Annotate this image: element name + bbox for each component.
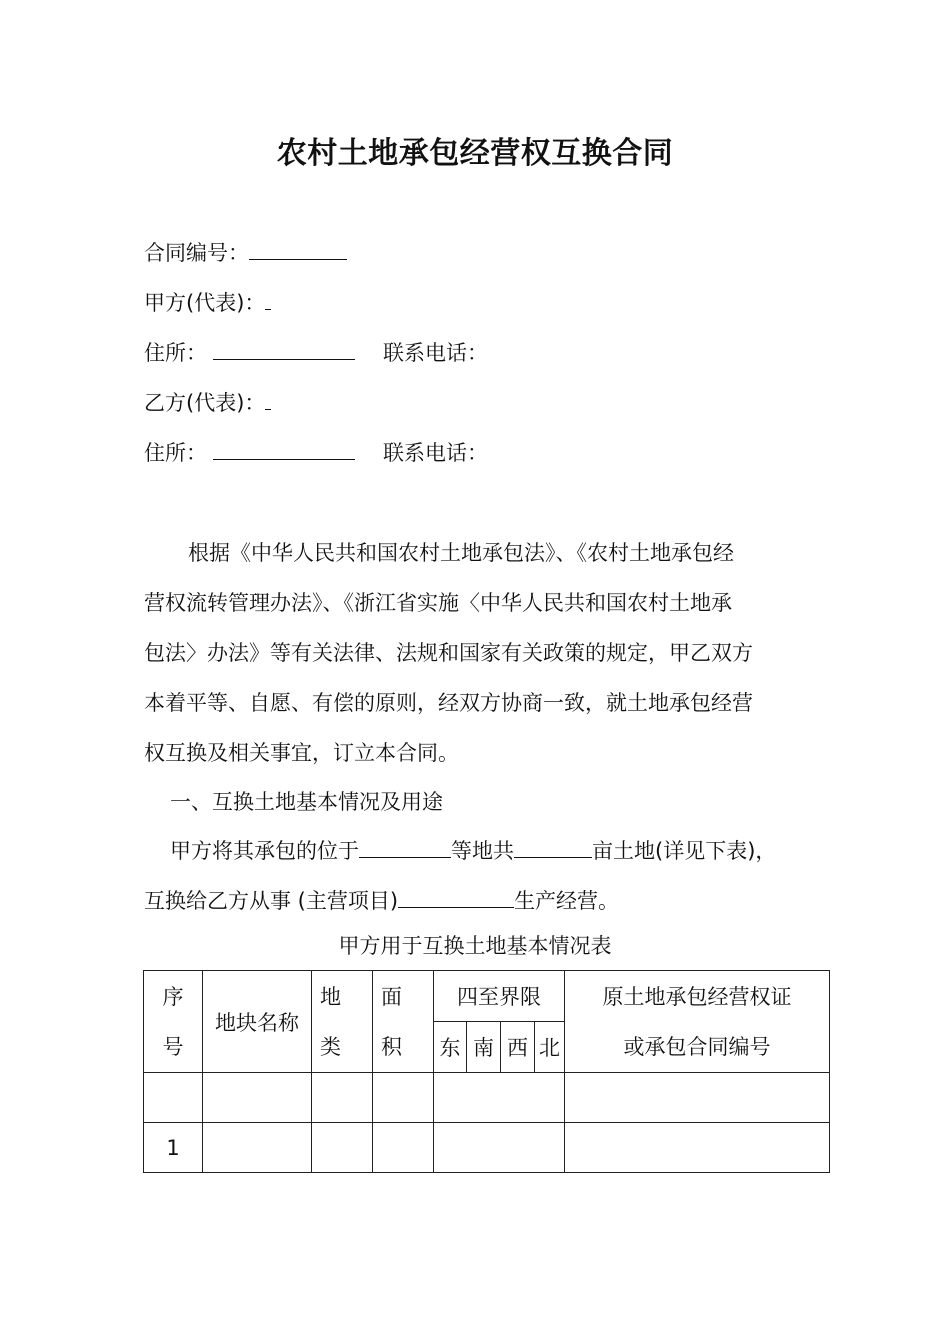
address-label-b: 住所： (144, 441, 207, 465)
contract-number-label: 合同编号： (144, 241, 249, 265)
clause-text: 亩土地(详见下表)， (592, 839, 777, 863)
cell-plot-name[interactable] (203, 1123, 312, 1173)
intro-line: 营权流转管理办法》、《浙江省实施〈中华人民共和国农村土地承 (144, 591, 732, 615)
header-land-type: 地 类 (312, 971, 373, 1073)
party-b-line (144, 387, 271, 417)
cell-original-certificate[interactable] (565, 1123, 830, 1173)
cell-land-type[interactable] (312, 1073, 373, 1123)
phone-label-a: 联系电话： (383, 341, 488, 365)
party-b-label: 乙方(代表)： (144, 391, 266, 415)
clause-text: 互换给乙方从事 (主营项目) (144, 889, 399, 913)
intro-line: 根据《中华人民共和国农村土地承包法》、《农村土地承包经 (188, 541, 734, 565)
location-blank[interactable] (359, 839, 451, 858)
party-a-address-line (144, 337, 488, 367)
cell-original-certificate[interactable] (565, 1073, 830, 1123)
cell-boundaries[interactable] (434, 1123, 565, 1173)
header-south: 南 (467, 1022, 501, 1073)
header-area: 面 积 (373, 971, 434, 1073)
intro-line: 权互换及相关事宜，订立本合同。 (144, 741, 459, 765)
header-seq: 序 号 (144, 971, 203, 1073)
header-plot-name: 地块名称 (203, 971, 312, 1073)
phone-label-b: 联系电话： (383, 441, 488, 465)
intro-line: 包法〉办法》等有关法律、法规和国家有关政策的规定，甲乙双方 (144, 641, 753, 665)
party-a-line (144, 287, 271, 317)
party-b-address-line (144, 437, 488, 467)
cell-area[interactable] (373, 1073, 434, 1123)
section1-heading: 一、互换土地基本情况及用途 (170, 790, 443, 814)
intro-line: 本着平等、自愿、有偿的原则，经双方协商一致，就土地承包经营 (144, 691, 753, 715)
party-a-label: 甲方(代表)： (144, 291, 266, 315)
clause-text: 甲方将其承包的位于 (170, 839, 359, 863)
clause-line-1 (170, 835, 776, 865)
contract-number-line (144, 237, 347, 267)
header-west: 西 (501, 1022, 535, 1073)
contract-number-blank[interactable] (249, 241, 347, 260)
address-blank-b[interactable] (213, 441, 355, 460)
cell-area[interactable] (373, 1123, 434, 1173)
clause-text: 生产经营。 (514, 889, 620, 913)
clause-line-2 (144, 885, 619, 915)
address-blank-a[interactable] (213, 341, 355, 360)
clause-text: 等地共 (451, 839, 514, 863)
acreage-blank[interactable] (514, 839, 592, 858)
cell-seq[interactable] (144, 1073, 203, 1123)
cell-land-type[interactable] (312, 1123, 373, 1173)
cell-boundaries[interactable] (434, 1073, 565, 1123)
table-row (144, 1073, 830, 1123)
cell-seq[interactable]: 1 (144, 1123, 203, 1173)
table-caption: 甲方用于互换土地基本情况表 (338, 934, 612, 958)
party-b-blank[interactable] (265, 391, 271, 410)
address-label-a: 住所： (144, 341, 207, 365)
header-boundaries: 四至界限 (434, 971, 565, 1022)
main-project-blank[interactable] (398, 889, 514, 908)
party-a-blank[interactable] (265, 291, 271, 310)
header-original-certificate: 原土地承包经营权证 或承包合同编号 (565, 971, 830, 1073)
document-title: 农村土地承包经营权互换合同 (276, 136, 674, 171)
table-row (144, 1123, 830, 1173)
header-north: 北 (535, 1022, 565, 1073)
cell-plot-name[interactable] (203, 1073, 312, 1123)
header-east: 东 (434, 1022, 467, 1073)
land-info-table (143, 970, 830, 1173)
